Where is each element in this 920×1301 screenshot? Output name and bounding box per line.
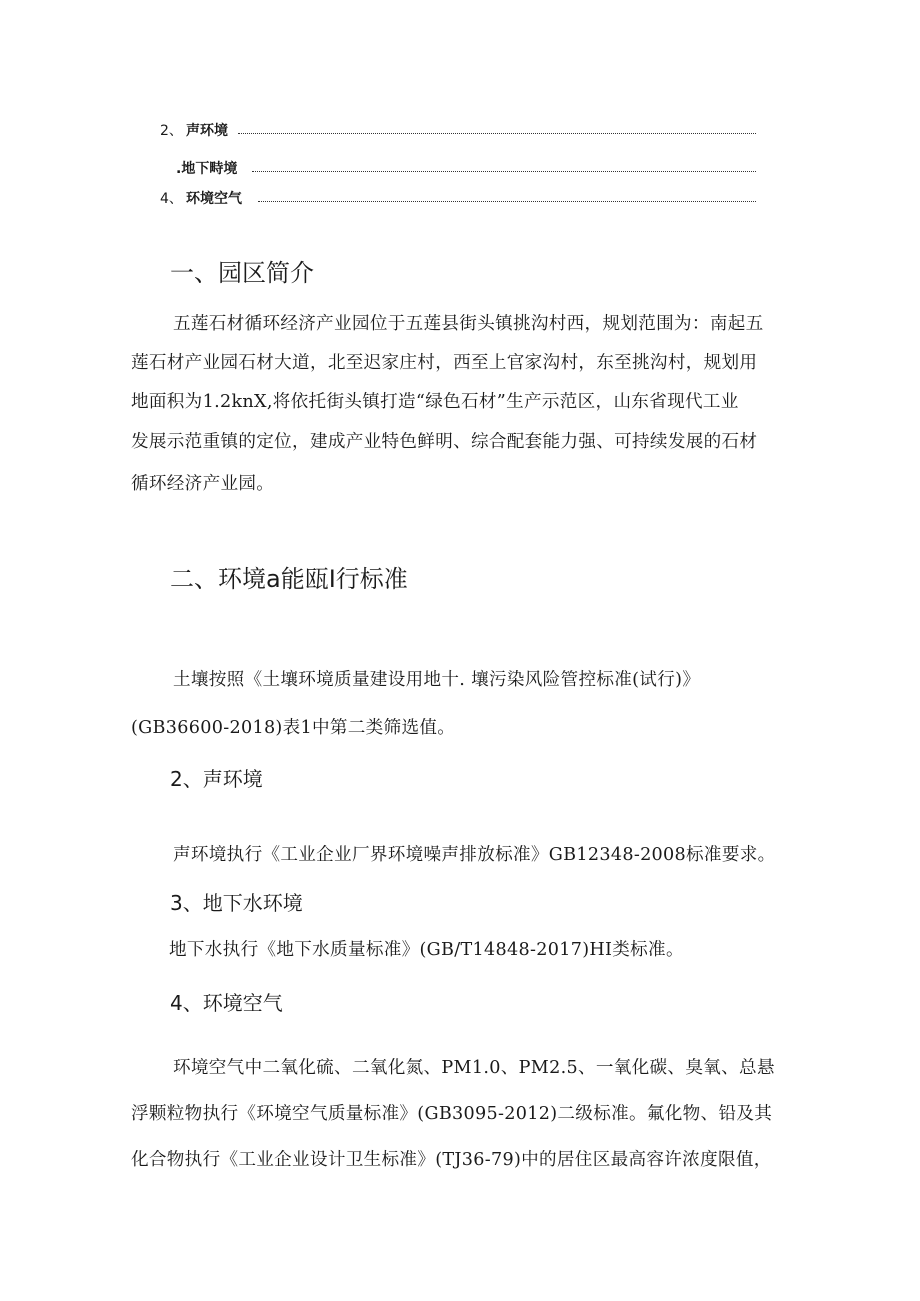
paragraph-line: 循环经济产业园。 bbox=[131, 474, 275, 494]
toc-leader-dots bbox=[238, 133, 756, 134]
toc-entry-number: 4、 bbox=[160, 191, 183, 207]
toc-entry[interactable] bbox=[0, 158, 920, 180]
paragraph-line: 莲石材产业园石材大道，北至迟家庄村，西至上官家沟村，东至挑沟村，规划用 bbox=[131, 353, 758, 373]
toc-leader-dots bbox=[252, 171, 756, 172]
subheading-noise: 2、声环境 bbox=[170, 767, 263, 791]
subheading-air: 4、环境空气 bbox=[170, 991, 283, 1015]
paragraph-line: (GB36600-2018)表1中第二类筛选值。 bbox=[131, 718, 456, 738]
toc-entry[interactable] bbox=[0, 188, 920, 210]
paragraph-line: 地下水执行《地下水质量标准》(GB/T14848-2017)HI类标准。 bbox=[169, 940, 684, 960]
toc-leader-dots bbox=[258, 201, 756, 202]
paragraph-line: 化合物执行《工业企业设计卫生标准》(TJ36-79)中的居住区最高容许浓度限值， bbox=[131, 1150, 772, 1170]
paragraph-line: 声环境执行《工业企业厂界环境噪声排放标准》GB12348-2008标准要求。 bbox=[173, 845, 776, 865]
paragraph-line: 五莲石材循环经济产业园位于五莲县街头镇挑沟村西，规划范围为：南起五 bbox=[173, 314, 764, 334]
paragraph-line: 土壤按照《土壤环境质量建设用地十. 壤污染风险管控标准(试行)》 bbox=[173, 670, 701, 690]
paragraph-line: 发展示范重镇的定位，建成产业特色鲜明、综合配套能力强、可持续发展的石材 bbox=[131, 432, 758, 452]
subheading-groundwater: 3、地下水环境 bbox=[170, 891, 303, 915]
paragraph-line: 浮颗粒物执行《环境空气质量标准》(GB3095-2012)二级标准。氟化物、铅及其 bbox=[131, 1104, 773, 1124]
toc-entry-label: 环境空气 bbox=[186, 191, 242, 207]
toc-entry-label: .地下畤境 bbox=[176, 161, 238, 177]
paragraph-line: 地面积为1.2knX,将依托街头镇打造“绿色石材”生产示范区，山东省现代工业 bbox=[131, 392, 739, 412]
toc-entry[interactable] bbox=[0, 120, 920, 142]
toc-entry-number: 2、 bbox=[160, 123, 183, 139]
section-heading-park-intro: 一、园区简介 bbox=[170, 259, 314, 287]
toc-entry-label: 声环境 bbox=[186, 123, 228, 139]
paragraph-line: 环境空气中二氧化硫、二氧化氮、PM1.0、PM2.5、一氧化碳、臭氧、总悬 bbox=[173, 1058, 775, 1078]
section-heading-standards: 二、环境a能瓯I行标准 bbox=[170, 565, 408, 593]
